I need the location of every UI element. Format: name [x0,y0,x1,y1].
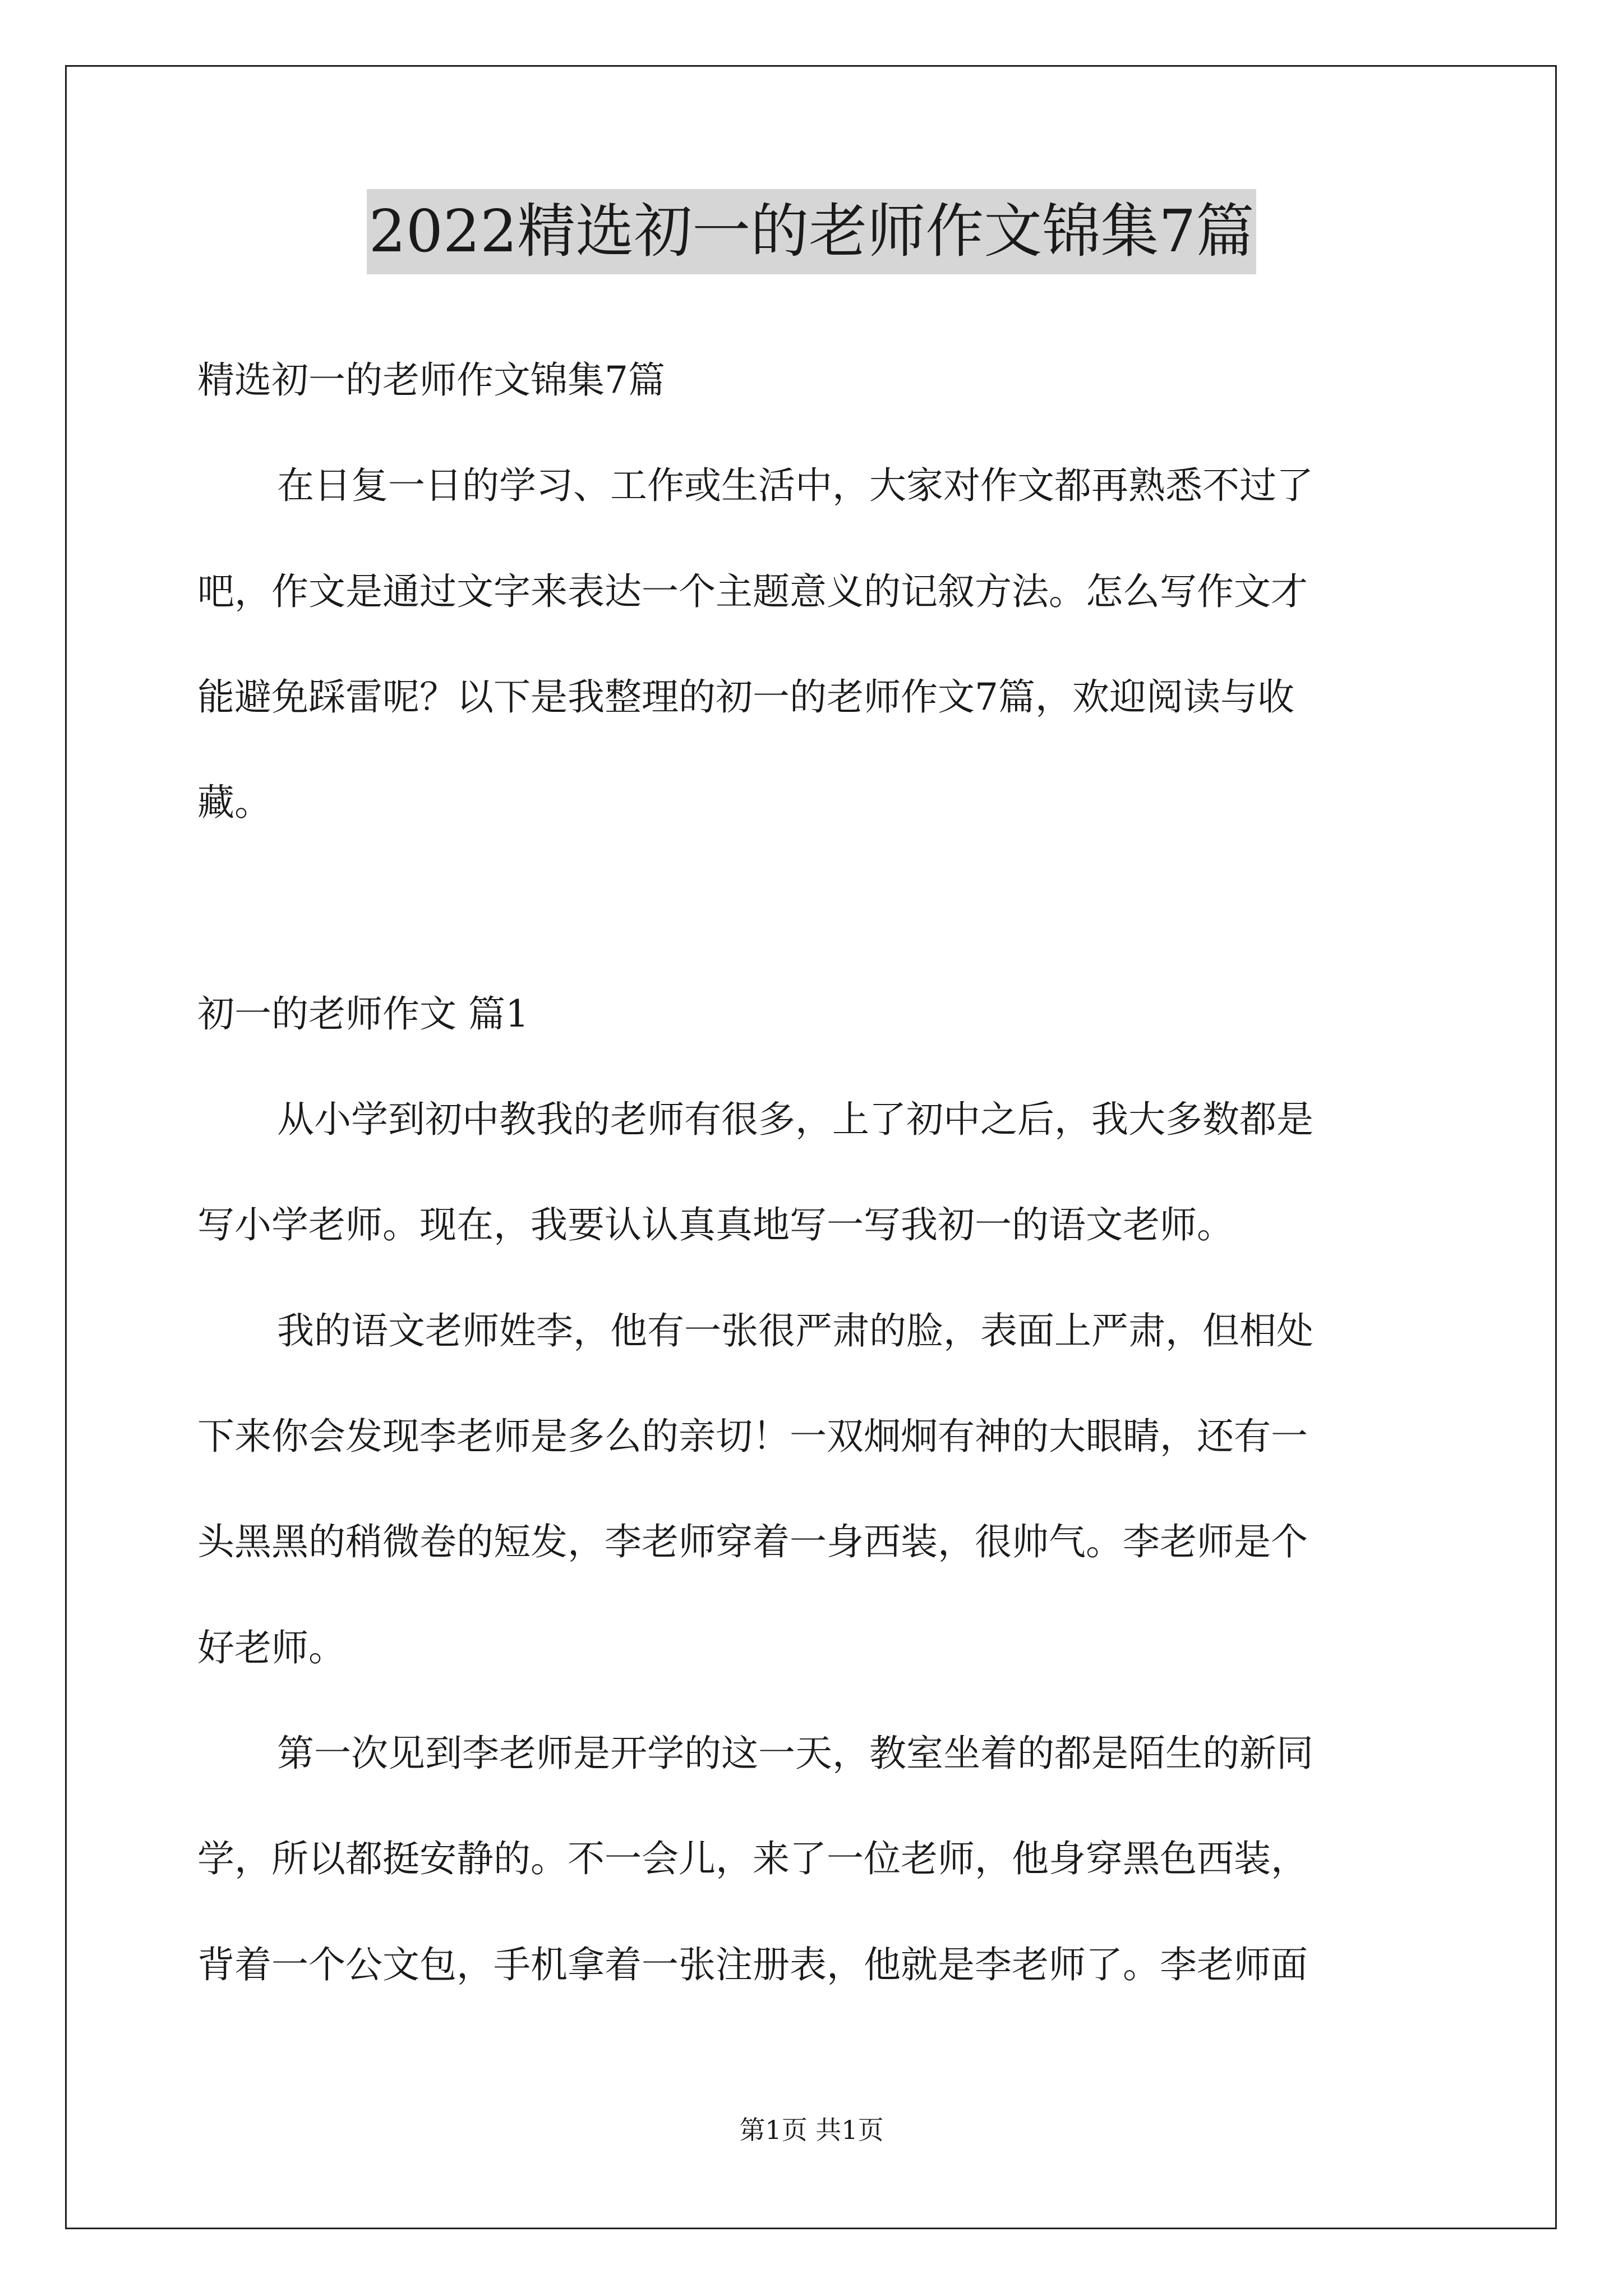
subtitle-line: 精选初一的老师作文锦集7篇 [197,358,665,402]
body-line: 下来你会发现李老师是多么的亲切！一双炯炯有神的大眼睛，还有一 [197,1415,1308,1458]
body-line: 写小学老师。现在，我要认认真真地写一写我初一的语文老师。 [197,1203,1234,1246]
body-line: 学，所以都挺安静的。不一会儿，来了一位老师，他身穿黑色西装， [197,1837,1308,1880]
intro-line: 在日复一日的学习、工作或生活中，大家对作文都再熟悉不过了 [277,464,1313,507]
document-title-text: 2022精选初一的老师作文锦集7篇 [367,189,1257,274]
body-line: 背着一个公文包，手机拿着一张注册表，他就是李老师了。李老师面 [197,1943,1308,1986]
body-line: 我的语文老师姓李，他有一张很严肃的脸，表面上严肃，但相处 [277,1309,1313,1352]
body-line: 头黑黑的稍微卷的短发，李老师穿着一身西装，很帅气。李老师是个 [197,1520,1308,1563]
intro-line: 吧，作文是通过文字来表达一个主题意义的记叙方法。怎么写作文才 [197,570,1308,613]
intro-line: 能避免踩雷呢？以下是我整理的初一的老师作文7篇，欢迎阅读与收 [197,675,1294,719]
page-footer: 第1页 共1页 [739,2115,884,2145]
document-title [0,197,1623,265]
section-heading: 初一的老师作文 篇1 [197,992,529,1036]
body-line: 第一次见到李老师是开学的这一天，教室坐着的都是陌生的新同 [277,1732,1313,1775]
body-line: 好老师。 [197,1626,345,1669]
body-line: 从小学到初中教我的老师有很多，上了初中之后，我大多数都是 [277,1098,1313,1141]
intro-line: 藏。 [197,781,271,824]
